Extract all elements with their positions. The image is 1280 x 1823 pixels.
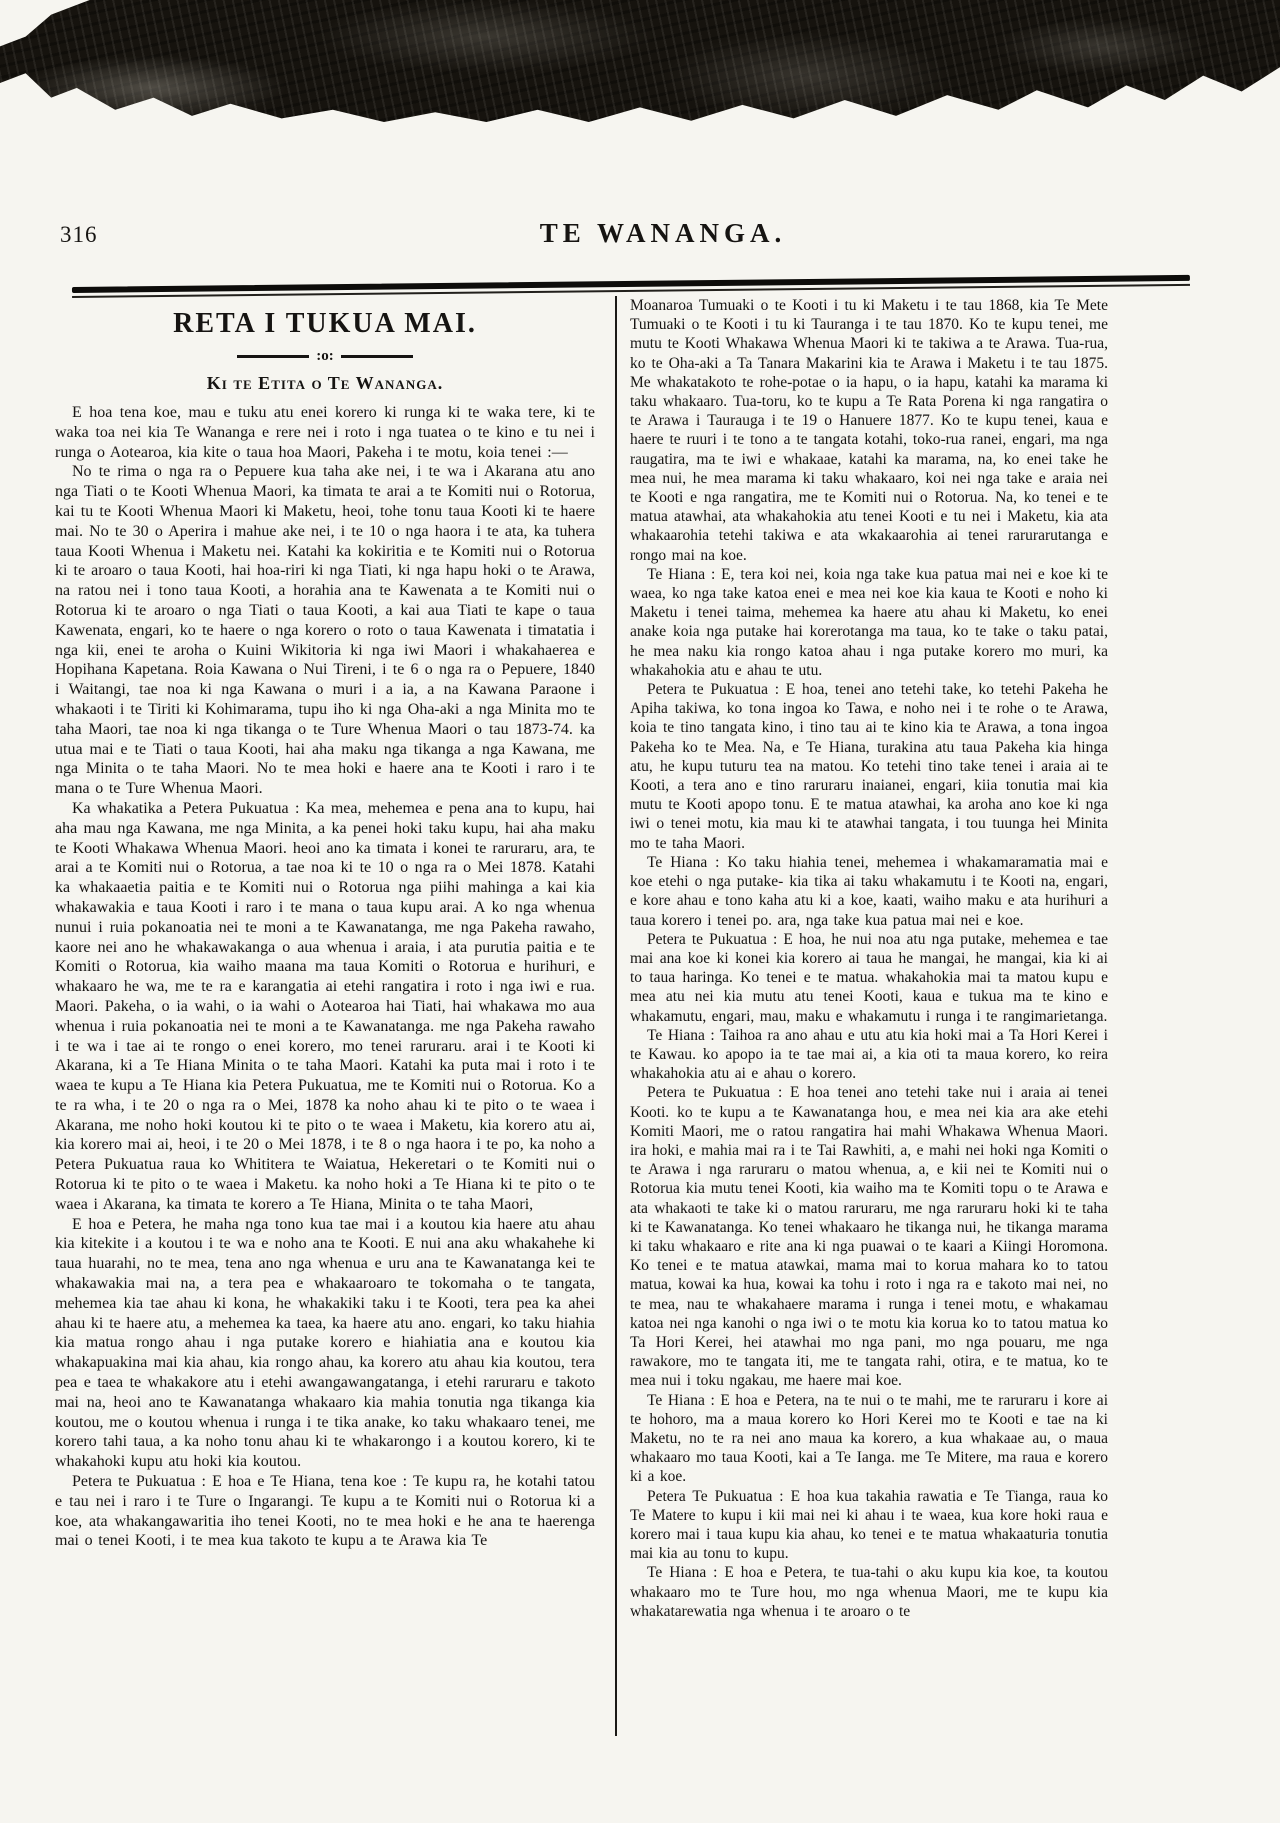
section-divider	[55, 349, 595, 364]
page-number: 316	[60, 222, 98, 247]
torn-paper-edge	[0, 0, 1280, 122]
paragraph: E hoa e Petera, he maha nga tono kua tae mai i a koutou kia haere atu ahau kia kitekite i a koutou i te wa e noho ana te Kooti. E nui ana aku whakahehe ki taua huarahi, no te mea, tena ano nga whenua e uru ana te Kawanatanga kei te whakawakia mai na, a tera pea e whakaaroaro te tokomaha o te tangata, mehemea kia tae ahau ki kona, he whakakiki taku i te Kooti, tera pea ka ahei ahau ki te haere atu, a mehemea ka taea, ka haere atu ano. engari, ko taku hiahia kia matua rongo ahau i nga putake korero e hiahiatia ana e koutou kia whakapuakina mai kia ahau, kia rongo ahau, ka korero atu ahau kia koutou, tera pea e taea te whakakore atu i etehi awangawangatanga, i etehi raruraru e takoto mai na, heoi ano te Kawanatanga whakaaro kia mahia tonutia nga tikanga kia koutou, me o koutou whenua i runga i te tika anake, ko taku whakaaro tenei, me korero tahi taua, a ka noho tonu ahau ki te whakarongo i a koutou korero, ki te whakahoki kupu atu hoki kia koutou.	[55, 1215, 595, 1471]
paragraph: E hoa tena koe, mau e tuku atu enei korero ki runga ki te waka tere, ki te waka toa nei kia Te Wananga e rere nei i roto i nga tuatea o te kino e tu nei i runga o Aotearoa, kia kite o taua hoa Maori, Pakeha i te motu, koia tenei :—	[55, 404, 595, 461]
header-rule	[72, 275, 1190, 297]
paragraph: Te Hiana : E, tera koi nei, koia nga take kua patua mai nei e koe ki te waea, ko nga take katoa enei e mea nei koe kia kaua te Kooti e noho ki Maketu i tenei taima, mehemea ka haere atu ahau ki Maketu, ko enei anake koia nga putake hai korerotanga ma taua, ko te take o taku patai, he mea naku kia rongo katoa ahau i nga putake korero mo muri, ka whakahokia atu e ahau te utu.	[630, 565, 1108, 679]
salutation: Ki te Etita o Te Wananga.	[206, 373, 444, 393]
left-column	[55, 296, 615, 1551]
paragraph: Petera Te Pukuatua : E hoa kua takahia rawatia e Te Tianga, raua ko Te Matere to kupu i kii mai nei ki ahau i te waea, kua kore hoki raua e korero mai i taua kupu kia ahau, ko tenei e te matua whakaaturia tonutia mai kia au tonu to kupu.	[630, 1487, 1108, 1563]
paragraph: Te Hiana : Taihoa ra ano ahau e utu atu kia hoki mai a Ta Hori Kerei i te Kawau. ko apopo ia te tae mai ai, a kia oti ta maua korero, ko reira whakahokia atu ai e ahau o korero.	[630, 1026, 1108, 1083]
article-title: RETA I TUKUA MAI.	[173, 308, 477, 339]
paragraph: Ka whakatika a Petera Pukuatua : Ka mea, mehemea e pena ana to kupu, hai aha mau nga Kawana, me nga Minita, a ka penei hoki taku kupu, hai aha maku te Kooti Whakawa Whenua Maori. heoi ano ka timata i konei te raruraru, ara, te arai a te Komiti nui o Rotorua, a tae noa ki te 10 o nga ra o Mei 1878. Katahi ka whakaaetia paitia e te Komiti nui o Rotorua nga piihi mahinga a kai kia whakawakia e taua Kooti i raro i te mana o taua kupu arai. A ko nga whenua nunui i ruia pokanoatia nei te moni a te Kawanatanga, me nga Pakeha rawaho, kaore nei ano he whakawakanga o aua whenua i araia, i ata purutia paitia e te Komiti o Rotorua, kia waiho maana ma taua Komiti o Rotorua e hurihuri, e whakaaro he wa, me te ra e karangatia ai etehi rangatira i roto i nga iwi e rua. Maori. Pakeha, o ia wahi, o ia wahi o Aotearoa hai Tiati, hai whakawa mo aua whenua i ruia pokanoatia nei te moni a te Kawanatanga. me nga Pakeha rawaho i te wa i tae ai te rongo o enei korero, mo tenei raruraru. arai i te Kooti ki Akarana, ki a Te Hiana Minita o te taha Maori. Katahi ka puta mai i roto i te waea te kupu a Te Hiana kia Petera Pukuatua, me te Komiti nui o Rotorua. Ko a te ra wha, i te 20 o nga ra o Mei, 1878 ka noho ahau ki te pito o te waea i Akarana, me noho hoki koutou ki te pito o te waea i Maketu, kia korero atu ai, kia korero mai ai, heoi, i te 20 o Mei 1878, i te 8 o nga haora i te po, ka noho a Petera Pukuatua raua ko Whititera te Waiatua, Hekeretari o te Komiti nui o Rotorua ki te pito o te waea i Maketu. ka noho hoki a Te Hiana ki te pito o te waea i Akarana, ka timata te korero a Te Hiana, Minita o te taha Maori,	[55, 799, 595, 1213]
paragraph: Petera te Pukuatua : E hoa tenei ano tetehi take nui i araia ai tenei Kooti. ko te kupu a te Kawanatanga hou, e mea nei kia ara ake etehi Komiti Maori, me o ratou rangatira hai mahi Whakawa Whenua Maori. ira hoki, e mahia mai ra i te Tai Rawhiti, a, e mahi nei hoki nga Komiti o te Arawa i nga raruraru o matou whenua, a, e kii nei te Komiti nui o Rotorua kia mutu tenei Kooti, kia waiho ma te Komiti topu o te Arawa e ata whakaoti te take ki o matou raruraru, me nga raruraru hoki ki te taha ki te Kawanatanga. Ko tenei whakaaro he tikanga nui, he tikanga marama ki taku whakaaro e rite ana ki nga puawai o te kaari a Kiingi Horomona. Ko tenei e te matua atawkai, mama mai to korua mahara ko to tatou matua, kowai ka hua, kowai ka tohu i roto i nga ra e takoto mai nei, no te mea, nau te whakahaere marama i runga i tenei motu, e whakamau katoa nei nga kanohi o nga iwi o te motu kia korua ko to tatou matua ko Ta Hori Kerei, hei atawhai mo nga pani, mo nga pouaru, me nga rawakore, mo te tangata iti, me te tangata rahi, otira, e te matua, ko te mea nui i toku ngakau, me haere mai koe.	[630, 1084, 1108, 1390]
paragraph: Te Hiana : E hoa e Petera, te tua-tahi o aku kupu kia koe, ta koutou whakaaro mo te Ture hou, mo nga whenua Maori, me te kupu kia whakatarewatia nga whenua i te aroaro o te	[630, 1564, 1108, 1620]
right-column	[615, 296, 1108, 1736]
paragraph: Te Hiana : Ko taku hiahia tenei, mehemea i whakamaramatia mai e koe etehi o nga putake- kia tika ai taku whakamutu i te Kooti na, engari, e kore ahau e tono kaha atu ki a koe, kaati, waiho maku e ata hurihuri a taua korero i tenei po. ara, nga take kua patua mai nei e koe.	[630, 853, 1108, 929]
paragraph: No te rima o nga ra o Pepuere kua taha ake nei, i te wa i Akarana atu ano nga Tiati o te Kooti Whenua Maori, ka timata te arai a te Komiti nui o Rotorua, kai tu te Kooti Whenua Maori ki Maketu, heoi, tohe tonu taua Kooti ki te haere mai. No te 30 o Aperira i mahue ake nei, i te 10 o nga haora i te ata, ka tuhera taua Kooti Whenua i Maketu nei. Katahi ka kokiritia e te Komiti nui o Rotorua ki te aroaro o taua Kooti, hai hoa-riri ki nga Tiati, ki nga hapu hoki o te Arawa, na ratou nei i tono taua Kooti, a horahia ana te Kawenata a te Komiti nui o Rotorua ki te aroaro o nga Tiati o taua Kooti, a kai aua Tiati te kape o taua Kawenata, engari, ko te haere o nga korero o roto o taua Kawenata i timatatia i nga kii, enei te aroha o Kuini Wikitoria ki nga iwi Maori i whakahaerea e Hopihana Kapetana. Roia Kawana o Nui Tireni, i te 6 o nga ra o Pepuere, 1840 i Waitangi, tae noa ki nga Kawana o muri i a ia, a na Kawana Paraone i whakaoti i te Tiriti ki Kohimarama, tupu iho ki nga Oha-aki a nga Minita mo te taha Maori, tae noa ki nga tikanga o te Ture Whenua Maori o tau 1873-74. ka utua mai e te Tiati o taua Kooti, hai aha maku nga tikanga a nga Kawana, me nga Minita o te taha Maori. No te mea hoki e haere ana te Kooti i raro i te mana o te Ture Whenua Maori.	[55, 463, 595, 798]
divider-dash-right	[341, 355, 413, 358]
paragraph: Petera te Pukuatua : E hoa, he nui noa atu nga putake, mehemea e tae mai ana koe ki konei kia korero ai taua he mangai, he mangai, kia ki ai to taua haringa. Ko tenei e te matua. whakahokia mai ta matou kupu e mea atu nei kia mutu atu tenei Kooti, kaua e tukua ma te kino e whakamutu, engari, mau, maku e whakamutu i runga i te rangimarietanga.	[630, 930, 1108, 1025]
article-body	[55, 296, 1108, 1736]
newspaper-masthead: TE WANANGA.	[539, 218, 787, 248]
divider-dash-left	[237, 355, 309, 358]
paragraph: Moanaroa Tumuaki o te Kooti i tu ki Maketu i te tau 1868, kia Te Mete Tumuaki o te Kooti i tu ki Tauranga i te tau 1870. Ko te kupu tenei, me mutu te Kooti Whakawa Whenua Maori ki te takiwa a te Arawa. Tua-rua, ko te Oha-aki a Ta Tanara Makarini kia te Arawa i Maketu i te tau 1875. Me whakatakoto te rohe-potae o ia hapu, o ia hapu, katahi ka marama ki taku whakaaro. Tua-toru, ko te kupu a Te Rata Porena ki nga rangatira o te Arawa i Taurauga i te 19 o Hanuere 1877. Ko te kupu tenei, kaua e haere te ruuri i te tono a te tangata kotahi, toko-rua ranei, engari, ma nga raugatira, ma te iwi e whakaae, katahi ka marama, na, ko enei take he mea nui, he mea marama ki taku whakaaro, koi nei nga take e araia nei te Kooti e nga rangatira, me te Komiti nui o Rotorua. Na, ko tenei e te matua atawhai, ata whakahokia atu tenei Kooti e tu nei i Maketu, kia ata whakaarohia tetehi takiwa e ata wkakaarohia ai tenei rarurarutanga e rongo mai na koe.	[630, 297, 1108, 564]
paragraph: Petera te Pukuatua : E hoa, tenei ano tetehi take, ko tetehi Pakeha he Apiha takiwa, ko tona ingoa ko Tawa, e noho nei i te rohe o te Arawa, koia te tino tangata kino, i tino tau ai te kino kia te Arawa, a tona ingoa Pakeha ko te Mea. Na, e Te Hiana, turakina atu taua Pakeha kia hinga atu, he kupu tuturu tea na matou. Ko tetehi tino take tenei i araia ai te Kooti, a tera ano e tino raruraru inaianei, engari, kiia tonutia mai kia mutu te Kooti apopo tonu. E te matua atawhai, ka aroha ano koe ki nga iwi o tenei motu, kia mau ki te atawhai tangata, i tou tuunga hei Minita mo te taha Maori.	[630, 681, 1108, 852]
paragraph: Petera te Pukuatua : E hoa e Te Hiana, tena koe : Te kupu ra, he kotahi tatou e tau nei i raro i te Ture o Ingarangi. Te kupu a te Komiti nui o Rotorua ki a koe, ata whakangawaritia iho tenei Kooti, no te mea hoki e he ana te haerenga mai o tenei Kooti, i te mea kua takoto te kupu a te Arawa kia Te	[55, 1473, 595, 1550]
paragraph: Te Hiana : E hoa e Petera, na te nui o te mahi, me te raruraru i kore ai te hohoro, ma a maua korero ko Hori Kerei mo te Kooti e tae na ki Maketu, no te ra nei ano maua ka korero, a kua whakaae au, o maua whakaaro mo taua Kooti, kai a Te Ianga. me Te Mitere, ma raua e korero ki a koe.	[630, 1391, 1108, 1486]
divider-ornament: :o:	[316, 348, 334, 364]
